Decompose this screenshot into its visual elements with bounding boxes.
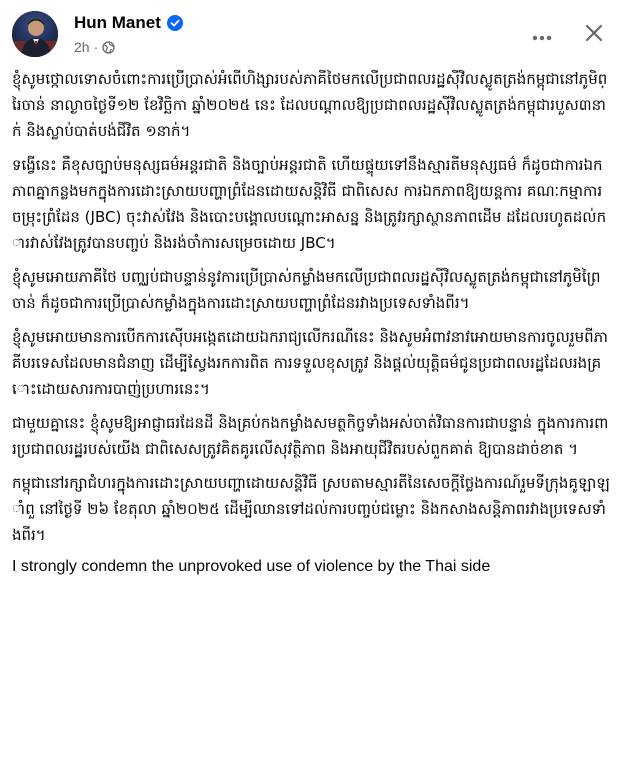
author-line — [74, 13, 183, 33]
more-options-button[interactable] — [524, 21, 560, 49]
post-timestamp[interactable]: 2h — [74, 39, 90, 55]
post-paragraph: ជាមួយគ្នានេះ ខ្ញុំសូមឱ្យអាជ្ញាធរដែនដី និងគ្រប់កងកម្លាំងសមត្ថកិច្ចទាំងអស់ចាត់វិធានការជាបន្ទាន់ ក្នុងការការពារប្រជាពលរដ្ឋរបស់យើង ជាពិសេសត្រូវគិតគូរលើសុវត្ថិភាព និងអាយុជីវិតរបស់ពួកគាត់ ឱ្យបានដាច់ខាត ។ — [12, 414, 609, 458]
author-name[interactable]: Hun Manet — [74, 13, 161, 32]
verified-badge-icon — [167, 15, 183, 31]
globe-icon — [102, 41, 115, 54]
post-paragraph: កម្ពុជានៅរក្សាជំហរក្នុងការដោះស្រាយបញ្ហាដោយសន្តិវិធី ស្របតាមស្មារតីនៃសេចក្តីថ្លែងការណ៍រួមទីក្រុងគូឡាឡាំពួ នៅថ្ងៃទី ២៦ ខែតុលា ឆ្នាំ២០២៥ ដើម្បីឈានទៅដល់ការបញ្ចប់ជម្លោះ និងកសាងសន្តិភាពរវាងប្រទេសទាំងពីរ។ — [12, 474, 610, 544]
post-paragraph: ខ្ញុំសូមអោយមានការបើកការស៊ើបអង្កេតដោយឯករាជ្យលើករណីនេះ និងសូមអំពាវនាវអោយមានការចូលរួមពីភាគីបរទេសដែលមានជំនាញ ដើម្បីស្វែងរកការពិត ការទទួលខុសត្រូវ និងផ្តល់យុត្តិធម៌ជូនប្រជាពលរដ្ឋដែលរងគ្រោះដោយសារការបាញ់ប្រហារនេះ។ — [12, 328, 608, 398]
post-header — [12, 11, 612, 59]
post-body — [12, 66, 610, 586]
post-paragraph-english: I strongly condemn the unprovoked use of violence by the Thai side — [12, 558, 491, 575]
meta-separator: · — [93, 39, 99, 55]
post-paragraph: ខ្ញុំសូមអោយភាគីថៃ បញ្ឈប់ជាបន្ទាន់នូវការប្រើប្រាស់កម្លាំងមកលើប្រជាពលរដ្ឋស៊ីវិលស្លូតត្រង់កម្ពុជានៅភូមិព្រៃចាន់ ក៏ដូចជាការប្រើប្រាស់កម្លាំងក្នុងការដោះស្រាយបញ្ហាព្រំដែនរវាងប្រទេសទាំងពីរ។ — [12, 268, 601, 312]
post-paragraph: ខ្ញុំសូមថ្កោលទោសចំពោះការប្រើប្រាស់អំពើហិង្សារបស់ភាគីថៃមកលើប្រជាពលរដ្ឋស៊ីវិលស្លូតត្រង់កម្ពុជានៅភូមិព្រៃចាន់ នាល្ងាចថ្ងៃទី១២ ខែវិច្ឆិកា ឆ្នាំ២០២៥ នេះ ដែលបណ្តាលឱ្យប្រជាពលរដ្ឋស៊ីវិលស្លូតត្រង់កម្ពុជារបួស៣នាក់ និងស្លាប់បាត់បង់ជីវិត ១នាក់។ — [12, 70, 608, 140]
avatar-image — [12, 11, 58, 57]
post-meta — [74, 39, 115, 55]
author-avatar[interactable] — [12, 11, 58, 57]
post-paragraph: ទង្វើនេះ គឺខុសច្បាប់មនុស្សធម៌អន្តរជាតិ និងច្បាប់អន្តរជាតិ ហើយផ្ទុយទៅនឹងស្មារតីមនុស្សធម៌ ក៏ដូចជាការឯកភាពគ្នាកន្លងមកក្នុងការដោះស្រាយបញ្ហាព្រំដែនដោយសន្តិវិធី ជាពិសេស ការឯកភាពឱ្យយន្តការ គណៈកម្មាការចម្រុះព្រំដែន (JBC) ចុះវាស់វែង និងបោះបង្គោលបណ្តោះអាសន្ន និងត្រូវរក្សាស្ថានភាពដើម ដដែលរហូតដល់ការវាស់វែងត្រូវបានបញ្ចប់ និងរង់ចាំការសម្រេចដោយ JBC។ — [12, 156, 607, 252]
close-icon — [584, 23, 604, 47]
more-options-icon — [532, 26, 552, 45]
close-button[interactable] — [576, 17, 612, 53]
